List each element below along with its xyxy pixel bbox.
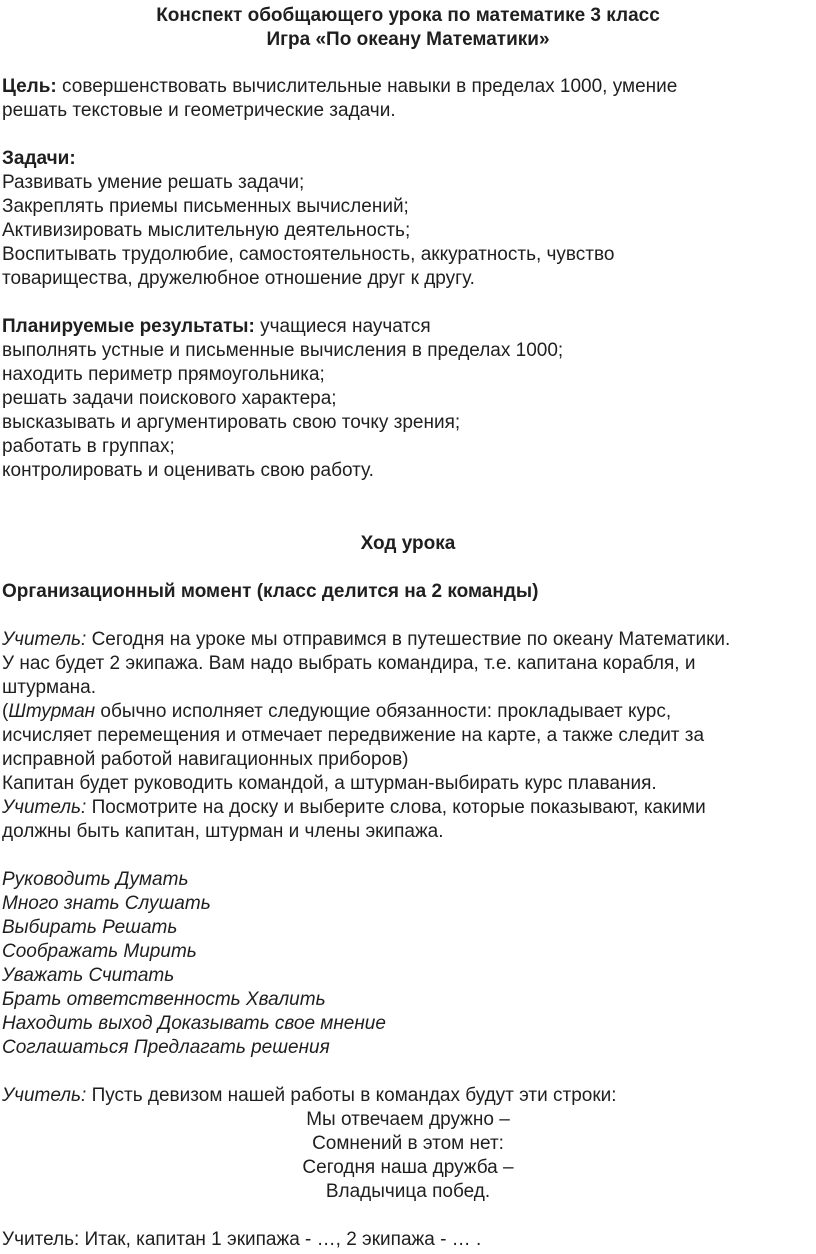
- teacher-label: Учитель:: [2, 1085, 87, 1106]
- result-item: находить периметр прямоугольника;: [2, 364, 325, 385]
- results-lead: учащиеся научатся: [254, 316, 431, 337]
- result-item: высказывать и аргументировать свою точку зрения;: [2, 412, 461, 433]
- paragraph-line: штурмана.: [2, 677, 96, 698]
- navigator-word: Штурман: [8, 701, 96, 722]
- board-word-pair: Соображать Мирить: [2, 941, 197, 962]
- results-label: Планируемые результаты:: [2, 316, 255, 337]
- paragraph-line: У нас будет 2 экипажа. Вам надо выбрать командира, т.е. капитана корабля, и: [2, 653, 696, 674]
- results-paragraph: [2, 315, 431, 340]
- board-word-pair: Уважать Считать: [2, 965, 175, 986]
- teacher-paragraph: [2, 796, 706, 821]
- paren-open: (: [2, 701, 9, 722]
- paragraph-line: исправной работой навигационных приборов): [2, 749, 409, 770]
- task-item: Закреплять приемы письменных вычислений;: [2, 196, 409, 217]
- result-item: контролировать и оценивать свою работу.: [2, 460, 374, 481]
- teacher-label: Учитель:: [2, 629, 87, 650]
- paragraph-text: Посмотрите на доску и выберите слова, которые показывают, какими: [86, 797, 706, 818]
- goal-text: совершенствовать вычислительные навыки в пределах 1000, умение: [56, 76, 678, 97]
- poem-line: Владычица побед.: [325, 1181, 491, 1202]
- document-subtitle: Игра «По океану Математики»: [266, 29, 550, 50]
- board-word-pair: Выбирать Решать: [2, 917, 178, 938]
- board-word-pair: Много знать Слушать: [2, 893, 211, 914]
- poem-line: Сомнений в этом нет:: [312, 1133, 504, 1154]
- board-word-pair: Соглашаться Предлагать решения: [2, 1037, 330, 1058]
- paragraph-line: должны быть капитан, штурман и члены экипажа.: [2, 821, 444, 842]
- board-word-pair: Руководить Думать: [2, 869, 189, 890]
- teacher-paragraph: [2, 628, 730, 653]
- motto-intro: [2, 1084, 617, 1109]
- task-item: Развивать умение решать задачи;: [2, 172, 305, 193]
- board-word-pair: Находить выход Доказывать свое мнение: [2, 1013, 386, 1034]
- result-item: работать в группах;: [2, 436, 175, 457]
- task-item: Активизировать мыслительную деятельность;: [2, 220, 411, 241]
- goal-label: Цель:: [2, 76, 57, 97]
- lesson-heading: Ход урока: [360, 533, 456, 554]
- paragraph-line: Капитан будет руководить командой, а штурман-выбирать курс плавания.: [2, 773, 657, 794]
- closing-line: Учитель: Итак, капитан 1 экипажа - …, 2 экипажа - … .: [2, 1229, 482, 1250]
- result-item: решать задачи поискового характера;: [2, 388, 337, 409]
- task-item: Воспитывать трудолюбие, самостоятельность, аккуратность, чувство: [2, 244, 615, 265]
- paragraph-text: Сегодня на уроке мы отправимся в путешествие по океану Математики.: [86, 629, 731, 650]
- paragraph-line: исчисляет перемещения и отмечает передвижение на карте, а также следит за: [2, 725, 705, 746]
- poem-line: Сегодня наша дружба –: [302, 1157, 514, 1178]
- poem-line: Мы отвечаем дружно –: [306, 1109, 510, 1130]
- goal-paragraph: [2, 75, 677, 100]
- result-item: выполнять устные и письменные вычисления в пределах 1000;: [2, 340, 564, 361]
- navigator-paragraph: [2, 700, 671, 725]
- document-title: Конспект обобщающего урока по математике 3 класс: [156, 5, 660, 26]
- org-moment-heading: Организационный момент (класс делится на 2 команды): [2, 581, 539, 602]
- goal-text-line: решать текстовые и геометрические задачи.: [2, 100, 396, 121]
- paragraph-text: обычно исполняет следующие обязанности: прокладывает курс,: [95, 701, 672, 722]
- tasks-label: Задачи:: [2, 148, 76, 169]
- teacher-label: Учитель:: [2, 797, 87, 818]
- paragraph-text: Пусть девизом нашей работы в командах будут эти строки:: [86, 1085, 617, 1106]
- task-item: товарищества, дружелюбное отношение друг к другу.: [2, 268, 475, 289]
- board-word-pair: Брать ответственность Хвалить: [2, 989, 326, 1010]
